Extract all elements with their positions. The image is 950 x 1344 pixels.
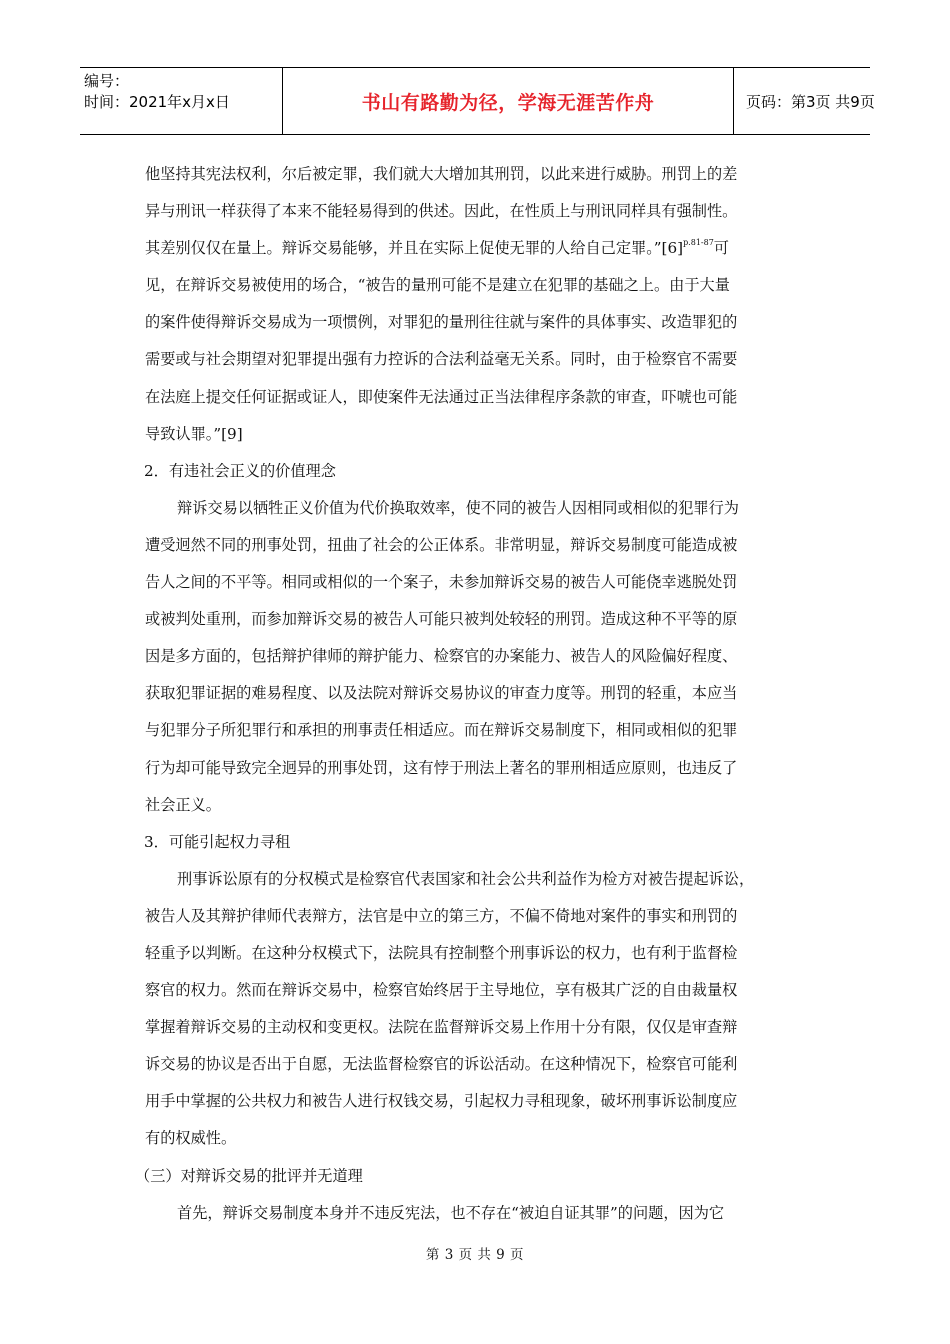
header-motto: 书山有路勤为径，学海无涯苦作舟 (282, 68, 734, 134)
body-line: 或被判处重刑，而参加辩诉交易的被告人可能只被判处较轻的刑罚。造成这种不平等的原 (145, 610, 738, 629)
body-line: 他坚持其宪法权利，尔后被定罪，我们就大大增加其刑罚，以此来进行威胁。刑罚上的差 (145, 165, 738, 183)
page-footer: 第 3 页 共 9 页 (425, 1247, 525, 1263)
body-line: 轻重予以判断。在这种分权模式下，法院具有控制整个刑事诉讼的权力，也有利于监督检 (145, 943, 738, 962)
body-line: 需要或与社会期望对犯罪提出强有力控诉的合法利益毫无关系。同时，由于检察官不需要 (145, 350, 738, 369)
body-line: 用手中掌握的公共权力和被告人进行权钱交易，引起权力寻租现象，破坏刑事诉讼制度应 (145, 1092, 738, 1111)
citation-pages: p.81-87 (683, 238, 714, 248)
body-line: 异与刑讯一样获得了本来不能轻易得到的供述。因此，在性质上与刑讯同样具有强制性。 (145, 202, 738, 221)
body-line: 诉交易的协议是否出于自愿，无法监督检察官的诉讼活动。在这种情况下，检察官可能利 (145, 1055, 738, 1074)
body-line: 刑事诉讼原有的分权模式是检察官代表国家和社会公共利益作为检方对被告提起诉讼， (177, 869, 755, 888)
body-line: 辩诉交易以牺牲正义价值为代价换取效率，使不同的被告人因相同或相似的犯罪行为 (177, 498, 739, 517)
document-date-label: 时间：2021年x月x日 (84, 93, 230, 111)
document-body (135, 156, 825, 1232)
body-line: 社会正义。 (145, 795, 221, 814)
section-heading: （三）对辩诉交易的批评并无道理 (135, 1166, 363, 1185)
body-line: 见，在辩诉交易被使用的场合，“被告的量刑可能不是建立在犯罪的基础之上。由于大量 (145, 276, 730, 295)
body-line: 因是多方面的，包括辩护律师的辩护能力、检察官的办案能力、被告人的风险偏好程度、 (145, 647, 738, 666)
body-line (145, 230, 825, 267)
body-line: 导致认罪。”[9] (145, 424, 243, 443)
document-number-label: 编号： (84, 72, 130, 90)
body-line: 察官的权力。然而在辩诉交易中，检察官始终居于主导地位，享有极其广泛的自由裁量权 (145, 981, 738, 1000)
section-heading: 2．有违社会正义的价值理念 (144, 461, 336, 480)
body-line: 有的权威性。 (145, 1129, 237, 1148)
body-line: 获取犯罪证据的难易程度、以及法院对辩诉交易协议的审查力度等。刑罚的轻重，本应当 (145, 684, 738, 703)
body-line: 遭受迥然不同的刑事处罚，扭曲了社会的公正体系。非常明显，辩诉交易制度可能造成被 (145, 535, 738, 554)
body-text: 可 (713, 239, 729, 258)
body-line: 被告人及其辩护律师代表辩方，法官是中立的第三方，不偏不倚地对案件的事实和刑罚的 (145, 906, 738, 925)
body-line: 与犯罪分子所犯罪行和承担的刑事责任相适应。而在辩诉交易制度下，相同或相似的犯罪 (145, 721, 738, 740)
body-text: 其差别仅仅在量上。辩诉交易能够，并且在实际上促使无罪的人给自己定罪。”[6] (145, 239, 684, 258)
section-heading: 3．可能引起权力寻租 (144, 832, 291, 851)
body-line: 告人之间的不平等。相同或相似的一个案子，未参加辩诉交易的被告人可能侥幸逃脱处罚 (145, 573, 738, 592)
header-page-code: 页码：第3页 共9页 (746, 92, 875, 111)
page-header (80, 67, 875, 135)
header-meta-cell (80, 68, 282, 134)
body-line: 行为却可能导致完全迥异的刑事处罚，这有悖于刑法上著名的罪刑相适应原则，也违反了 (145, 758, 738, 777)
body-line: 的案件使得辩诉交易成为一项惯例，对罪犯的量刑往往就与案件的具体事实、改造罪犯的 (145, 313, 738, 332)
body-line: 掌握着辩诉交易的主动权和变更权。法院在监督辩诉交易上作用十分有限，仅仅是审查辩 (145, 1018, 738, 1037)
body-line: 在法庭上提交任何证据或证人，即使案件无法通过正当法律程序条款的审查，吓唬也可能 (145, 387, 738, 406)
body-line: 首先，辩诉交易制度本身并不违反宪法，也不存在“被迫自证其罪”的问题，因为它 (177, 1203, 725, 1222)
